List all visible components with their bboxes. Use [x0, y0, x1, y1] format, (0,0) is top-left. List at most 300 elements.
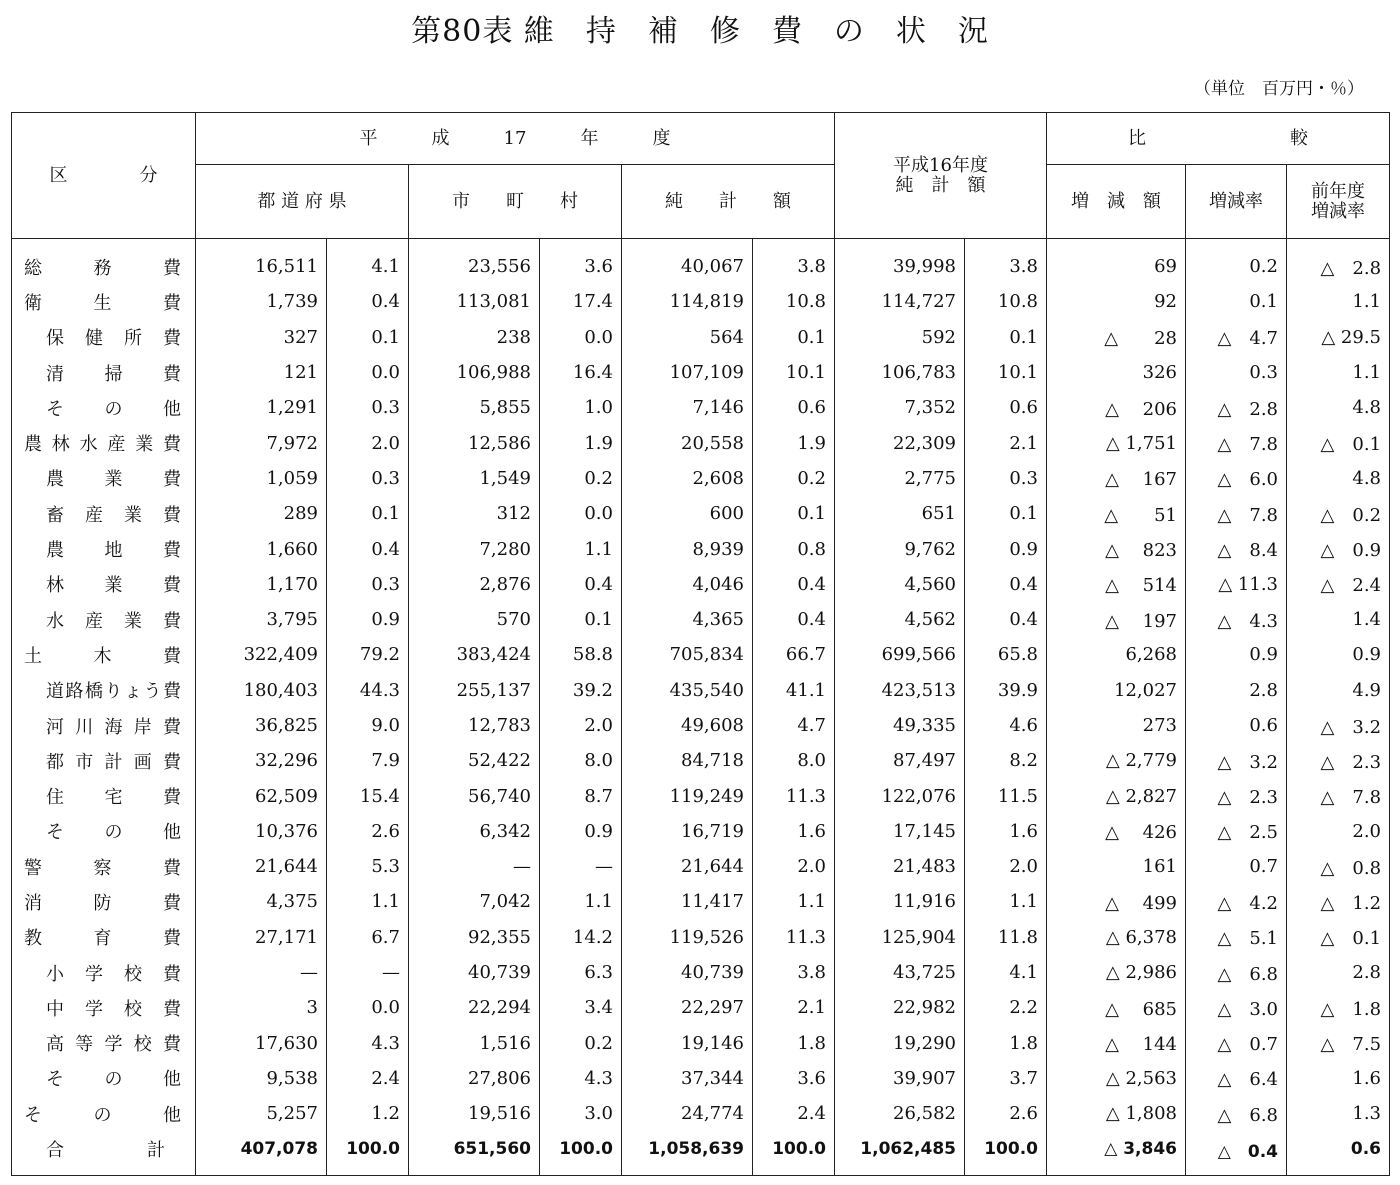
row-label: 水産業費: [12, 602, 196, 637]
cell-muni: 1,516: [409, 1026, 540, 1061]
cell-prev-pct: 0.4: [965, 567, 1047, 602]
cell-pref: 1,059: [196, 461, 327, 496]
table-row: [12, 814, 1390, 849]
row-label: その他: [12, 814, 196, 849]
cell-net: 4,365: [622, 602, 753, 637]
cell-prev-pct: 8.2: [965, 743, 1047, 778]
cell-prev: 21,483: [835, 849, 965, 884]
cell-net: 114,819: [622, 284, 753, 319]
cell-muni: 255,137: [409, 673, 540, 708]
cell-muni-pct: —: [540, 849, 622, 884]
cell-rate: △ 7.8: [1186, 425, 1287, 460]
cell-muni: 27,806: [409, 1061, 540, 1096]
cell-muni: 23,556: [409, 239, 540, 285]
row-label: 林業費: [12, 567, 196, 602]
table-row: [12, 884, 1390, 919]
total-diff: △ 3,846: [1047, 1131, 1186, 1175]
cell-pref: 322,409: [196, 637, 327, 672]
cell-muni-pct: 0.9: [540, 814, 622, 849]
cell-prev-pct: 0.3: [965, 461, 1047, 496]
cell-net-pct: 4.7: [753, 708, 835, 743]
cell-diff: 273: [1047, 708, 1186, 743]
cell-pref-pct: 9.0: [327, 708, 409, 743]
cell-net: 20,558: [622, 425, 753, 460]
cell-diff: △ 1,808: [1047, 1096, 1186, 1131]
cell-pref: 9,538: [196, 1061, 327, 1096]
cell-prev-pct: 2.6: [965, 1096, 1047, 1131]
table-row: [12, 778, 1390, 813]
cell-prev-pct: 0.1: [965, 320, 1047, 355]
cell-prev: 122,076: [835, 778, 965, 813]
cell-prev: 39,907: [835, 1061, 965, 1096]
cell-diff: △ 2,779: [1047, 743, 1186, 778]
cell-net-pct: 1.8: [753, 1026, 835, 1061]
cell-net-pct: 3.8: [753, 955, 835, 990]
cell-pref: 1,660: [196, 531, 327, 566]
cell-prev-rate: △ 2.8: [1287, 239, 1390, 285]
header-change-rate: 増減率: [1186, 165, 1287, 239]
cell-pref: 21,644: [196, 849, 327, 884]
cell-net: 49,608: [622, 708, 753, 743]
cell-prev-rate: 1.6: [1287, 1061, 1390, 1096]
cell-prev: 49,335: [835, 708, 965, 743]
cell-pref: 16,511: [196, 239, 327, 285]
cell-net-pct: 11.3: [753, 920, 835, 955]
row-label: その他: [12, 390, 196, 425]
cell-muni-pct: 58.8: [540, 637, 622, 672]
header-net: 純 計 額: [622, 165, 835, 239]
table-row: [12, 1061, 1390, 1096]
cell-prev-rate: △ 3.2: [1287, 708, 1390, 743]
row-label: 高等学校費: [12, 1026, 196, 1061]
cell-pref-pct: 2.4: [327, 1061, 409, 1096]
cell-prev-rate: 1.1: [1287, 284, 1390, 319]
cell-pref-pct: 1.2: [327, 1096, 409, 1131]
cell-rate: △ 4.2: [1186, 884, 1287, 919]
cell-pref: 10,376: [196, 814, 327, 849]
cell-muni-pct: 16.4: [540, 355, 622, 390]
cell-muni-pct: 6.3: [540, 955, 622, 990]
cell-diff: △ 2,827: [1047, 778, 1186, 813]
cell-net-pct: 0.6: [753, 390, 835, 425]
cell-prev-pct: 10.8: [965, 284, 1047, 319]
cell-prev-pct: 39.9: [965, 673, 1047, 708]
cell-prev-pct: 11.8: [965, 920, 1047, 955]
row-label: 総務費: [12, 239, 196, 285]
table-row: [12, 355, 1390, 390]
cell-diff: △ 28: [1047, 320, 1186, 355]
cell-diff: △ 685: [1047, 990, 1186, 1025]
row-label: 都市計画費: [12, 743, 196, 778]
cell-net: 19,146: [622, 1026, 753, 1061]
cell-muni: 312: [409, 496, 540, 531]
cell-muni: 19,516: [409, 1096, 540, 1131]
cell-prev-pct: 1.1: [965, 884, 1047, 919]
cell-net: 4,046: [622, 567, 753, 602]
cell-muni-pct: 0.4: [540, 567, 622, 602]
cell-rate: △ 0.7: [1186, 1026, 1287, 1061]
cell-rate: 0.1: [1186, 284, 1287, 319]
cell-rate: △ 5.1: [1186, 920, 1287, 955]
cell-pref: 32,296: [196, 743, 327, 778]
cell-diff: △ 499: [1047, 884, 1186, 919]
cell-net-pct: 41.1: [753, 673, 835, 708]
cell-net: 435,540: [622, 673, 753, 708]
cell-diff: 69: [1047, 239, 1186, 285]
cell-pref: 3: [196, 990, 327, 1025]
cell-prev: 651: [835, 496, 965, 531]
cell-pref: 327: [196, 320, 327, 355]
header-change-amount: 増 減 額: [1047, 165, 1186, 239]
cell-prev: 22,982: [835, 990, 965, 1025]
cell-pref: 36,825: [196, 708, 327, 743]
table-row: [12, 284, 1390, 319]
cell-prev-pct: 0.4: [965, 602, 1047, 637]
cell-net-pct: 10.8: [753, 284, 835, 319]
cell-prev-rate: △ 0.2: [1287, 496, 1390, 531]
cell-net: 37,344: [622, 1061, 753, 1096]
cell-prev-pct: 0.9: [965, 531, 1047, 566]
cell-net-pct: 0.4: [753, 602, 835, 637]
cell-muni-pct: 0.2: [540, 1026, 622, 1061]
cell-pref-pct: 44.3: [327, 673, 409, 708]
cell-prev-rate: 4.9: [1287, 673, 1390, 708]
cell-muni-pct: 3.6: [540, 239, 622, 285]
cell-pref: 1,170: [196, 567, 327, 602]
cell-prev-pct: 10.1: [965, 355, 1047, 390]
cell-muni-pct: 0.1: [540, 602, 622, 637]
cell-muni-pct: 0.0: [540, 496, 622, 531]
total-net: 1,058,639: [622, 1131, 753, 1175]
header-fy16: 平成16年度 純 計 額: [835, 113, 1047, 239]
cell-net-pct: 2.4: [753, 1096, 835, 1131]
cell-pref: 17,630: [196, 1026, 327, 1061]
table-row: [12, 637, 1390, 672]
cell-prev: 4,560: [835, 567, 965, 602]
cell-prev: 11,916: [835, 884, 965, 919]
cell-muni: 7,280: [409, 531, 540, 566]
cell-muni: 1,549: [409, 461, 540, 496]
cell-diff: △ 426: [1047, 814, 1186, 849]
cell-net: 600: [622, 496, 753, 531]
cell-prev-pct: 4.6: [965, 708, 1047, 743]
cell-prev-rate: 1.3: [1287, 1096, 1390, 1131]
unit-note: （単位 百万円・％）: [1194, 79, 1364, 99]
cell-pref: 180,403: [196, 673, 327, 708]
cell-muni: 52,422: [409, 743, 540, 778]
cell-prev: 9,762: [835, 531, 965, 566]
cell-prev-pct: 11.5: [965, 778, 1047, 813]
total-prev-pct: 100.0: [965, 1131, 1047, 1175]
cell-prev-pct: 2.0: [965, 849, 1047, 884]
cell-net-pct: 0.8: [753, 531, 835, 566]
cell-net: 22,297: [622, 990, 753, 1025]
cell-muni-pct: 3.4: [540, 990, 622, 1025]
table-row: [12, 425, 1390, 460]
cell-muni: 56,740: [409, 778, 540, 813]
row-label: 住宅費: [12, 778, 196, 813]
cell-net-pct: 8.0: [753, 743, 835, 778]
cell-pref: 27,171: [196, 920, 327, 955]
cell-diff: △ 51: [1047, 496, 1186, 531]
cell-pref: 7,972: [196, 425, 327, 460]
cell-net: 705,834: [622, 637, 753, 672]
cell-diff: △ 2,563: [1047, 1061, 1186, 1096]
total-muni-pct: 100.0: [540, 1131, 622, 1175]
row-label: 畜産業費: [12, 496, 196, 531]
row-label: 農業費: [12, 461, 196, 496]
total-pref: 407,078: [196, 1131, 327, 1175]
cell-muni-pct: 1.1: [540, 531, 622, 566]
cell-muni: 113,081: [409, 284, 540, 319]
cell-pref-pct: 6.7: [327, 920, 409, 955]
cell-prev-rate: 1.1: [1287, 355, 1390, 390]
cell-net: 21,644: [622, 849, 753, 884]
cell-rate: △ 3.2: [1186, 743, 1287, 778]
cell-muni-pct: 2.0: [540, 708, 622, 743]
cell-prev-pct: 65.8: [965, 637, 1047, 672]
cell-diff: △ 197: [1047, 602, 1186, 637]
cell-muni: 2,876: [409, 567, 540, 602]
cell-prev: 17,145: [835, 814, 965, 849]
row-label: 警察費: [12, 849, 196, 884]
cell-diff: △ 167: [1047, 461, 1186, 496]
cell-pref-pct: 0.1: [327, 496, 409, 531]
cell-pref: 5,257: [196, 1096, 327, 1131]
cell-pref-pct: 7.9: [327, 743, 409, 778]
cell-diff: △ 514: [1047, 567, 1186, 602]
cell-prev-rate: 2.0: [1287, 814, 1390, 849]
page-title: 第80表 維 持 補 修 費 の 状 況: [411, 14, 989, 49]
cell-diff: △ 6,378: [1047, 920, 1186, 955]
maintenance-cost-table: [11, 112, 1390, 1176]
table-row: [12, 320, 1390, 355]
cell-net-pct: 0.4: [753, 567, 835, 602]
cell-net: 119,526: [622, 920, 753, 955]
cell-prev-pct: 0.6: [965, 390, 1047, 425]
cell-prev-rate: △ 7.5: [1287, 1026, 1390, 1061]
row-label: 清掃費: [12, 355, 196, 390]
table-row: [12, 239, 1390, 285]
cell-muni: 12,586: [409, 425, 540, 460]
cell-diff: △ 144: [1047, 1026, 1186, 1061]
cell-muni: 92,355: [409, 920, 540, 955]
cell-prev: 423,513: [835, 673, 965, 708]
cell-muni-pct: 8.7: [540, 778, 622, 813]
cell-prev-rate: △ 0.9: [1287, 531, 1390, 566]
total-prev: 1,062,485: [835, 1131, 965, 1175]
total-rate: △ 0.4: [1186, 1131, 1287, 1175]
cell-prev-pct: 1.6: [965, 814, 1047, 849]
cell-muni: 40,739: [409, 955, 540, 990]
cell-rate: △ 7.8: [1186, 496, 1287, 531]
cell-pref-pct: 0.3: [327, 567, 409, 602]
cell-pref-pct: 0.9: [327, 602, 409, 637]
cell-muni: 12,783: [409, 708, 540, 743]
total-muni: 651,560: [409, 1131, 540, 1175]
cell-muni-pct: 39.2: [540, 673, 622, 708]
table-row: [12, 920, 1390, 955]
cell-prev-rate: △ 2.3: [1287, 743, 1390, 778]
cell-pref: 3,795: [196, 602, 327, 637]
cell-prev-pct: 3.8: [965, 239, 1047, 285]
total-pref-pct: 100.0: [327, 1131, 409, 1175]
table-row: [12, 849, 1390, 884]
cell-pref-pct: 5.3: [327, 849, 409, 884]
row-label: 小学校費: [12, 955, 196, 990]
cell-prev: 19,290: [835, 1026, 965, 1061]
cell-muni: 238: [409, 320, 540, 355]
cell-pref-pct: 4.1: [327, 239, 409, 285]
cell-pref: 1,291: [196, 390, 327, 425]
cell-rate: 0.6: [1186, 708, 1287, 743]
cell-prev: 7,352: [835, 390, 965, 425]
cell-rate: 2.8: [1186, 673, 1287, 708]
cell-prev-pct: 4.1: [965, 955, 1047, 990]
cell-rate: 0.7: [1186, 849, 1287, 884]
header-fy17: 平 成 17 年 度: [196, 113, 835, 165]
cell-net: 2,608: [622, 461, 753, 496]
cell-diff: △ 1,751: [1047, 425, 1186, 460]
cell-prev-rate: 2.8: [1287, 955, 1390, 990]
cell-rate: △ 6.8: [1186, 955, 1287, 990]
row-label: 教育費: [12, 920, 196, 955]
cell-muni: 383,424: [409, 637, 540, 672]
cell-pref-pct: 0.4: [327, 284, 409, 319]
total-label: 合計: [12, 1131, 196, 1175]
cell-net-pct: 1.6: [753, 814, 835, 849]
cell-prev-rate: △ 0.8: [1287, 849, 1390, 884]
cell-rate: △ 6.4: [1186, 1061, 1287, 1096]
header-prefecture: 都 道 府 県: [196, 165, 409, 239]
cell-prev-pct: 2.1: [965, 425, 1047, 460]
cell-net: 7,146: [622, 390, 753, 425]
cell-prev-pct: 1.8: [965, 1026, 1047, 1061]
table-row: [12, 567, 1390, 602]
table-row: [12, 955, 1390, 990]
row-label: 農地費: [12, 531, 196, 566]
cell-prev: 699,566: [835, 637, 965, 672]
cell-diff: △ 823: [1047, 531, 1186, 566]
row-label: 土木費: [12, 637, 196, 672]
cell-diff: 92: [1047, 284, 1186, 319]
cell-rate: △ 6.0: [1186, 461, 1287, 496]
cell-muni-pct: 4.3: [540, 1061, 622, 1096]
row-label: その他: [12, 1061, 196, 1096]
cell-diff: △ 2,986: [1047, 955, 1186, 990]
cell-net: 84,718: [622, 743, 753, 778]
cell-net-pct: 0.2: [753, 461, 835, 496]
cell-prev-rate: △ 1.8: [1287, 990, 1390, 1025]
cell-net: 564: [622, 320, 753, 355]
cell-prev-rate: 4.8: [1287, 390, 1390, 425]
cell-muni-pct: 1.9: [540, 425, 622, 460]
cell-prev-rate: 1.4: [1287, 602, 1390, 637]
cell-rate: △ 11.3: [1186, 567, 1287, 602]
cell-muni: 5,855: [409, 390, 540, 425]
cell-diff: 6,268: [1047, 637, 1186, 672]
cell-diff: 12,027: [1047, 673, 1186, 708]
cell-diff: △ 206: [1047, 390, 1186, 425]
cell-rate: △ 3.0: [1186, 990, 1287, 1025]
cell-muni-pct: 8.0: [540, 743, 622, 778]
cell-net-pct: 0.1: [753, 496, 835, 531]
cell-pref: 4,375: [196, 884, 327, 919]
cell-pref-pct: 0.3: [327, 390, 409, 425]
row-label: 衛生費: [12, 284, 196, 319]
cell-rate: △ 2.5: [1186, 814, 1287, 849]
cell-pref: 1,739: [196, 284, 327, 319]
cell-net-pct: 2.1: [753, 990, 835, 1025]
cell-prev-rate: △ 2.4: [1287, 567, 1390, 602]
cell-diff: 326: [1047, 355, 1186, 390]
cell-prev: 22,309: [835, 425, 965, 460]
row-label: 保健所費: [12, 320, 196, 355]
cell-muni: 106,988: [409, 355, 540, 390]
cell-pref-pct: 0.0: [327, 990, 409, 1025]
cell-pref-pct: 0.1: [327, 320, 409, 355]
table-row: [12, 990, 1390, 1025]
cell-pref-pct: 2.0: [327, 425, 409, 460]
cell-pref-pct: 1.1: [327, 884, 409, 919]
total-net-pct: 100.0: [753, 1131, 835, 1175]
cell-net-pct: 11.3: [753, 778, 835, 813]
cell-prev: 4,562: [835, 602, 965, 637]
header-prev-change-rate: 前年度 増減率: [1287, 165, 1390, 239]
total-row: [12, 1131, 1390, 1175]
cell-net: 119,249: [622, 778, 753, 813]
cell-prev: 26,582: [835, 1096, 965, 1131]
cell-pref-pct: 15.4: [327, 778, 409, 813]
table-row: [12, 496, 1390, 531]
cell-muni-pct: 1.1: [540, 884, 622, 919]
cell-net: 8,939: [622, 531, 753, 566]
row-label: 河川海岸費: [12, 708, 196, 743]
cell-prev-pct: 2.2: [965, 990, 1047, 1025]
row-label: 消防費: [12, 884, 196, 919]
cell-prev-rate: △ 29.5: [1287, 320, 1390, 355]
cell-prev-rate: △ 1.2: [1287, 884, 1390, 919]
cell-net-pct: 0.1: [753, 320, 835, 355]
cell-muni: 7,042: [409, 884, 540, 919]
cell-rate: △ 6.8: [1186, 1096, 1287, 1131]
header-municipality: 市 町 村: [409, 165, 622, 239]
table-row: [12, 1026, 1390, 1061]
cell-prev-rate: △ 0.1: [1287, 425, 1390, 460]
cell-rate: △ 4.3: [1186, 602, 1287, 637]
cell-prev: 592: [835, 320, 965, 355]
cell-net-pct: 3.8: [753, 239, 835, 285]
cell-pref: 62,509: [196, 778, 327, 813]
table-row: [12, 1096, 1390, 1131]
cell-pref-pct: 2.6: [327, 814, 409, 849]
cell-muni-pct: 0.2: [540, 461, 622, 496]
row-label: その他: [12, 1096, 196, 1131]
table-row: [12, 602, 1390, 637]
cell-net-pct: 66.7: [753, 637, 835, 672]
cell-net-pct: 3.6: [753, 1061, 835, 1096]
cell-pref: 121: [196, 355, 327, 390]
cell-net-pct: 1.1: [753, 884, 835, 919]
cell-muni: 6,342: [409, 814, 540, 849]
cell-rate: △ 2.8: [1186, 390, 1287, 425]
cell-net: 40,739: [622, 955, 753, 990]
header-category: 区 分: [12, 113, 196, 239]
cell-muni-pct: 3.0: [540, 1096, 622, 1131]
cell-prev-rate: 4.8: [1287, 461, 1390, 496]
table-row: [12, 673, 1390, 708]
cell-prev: 43,725: [835, 955, 965, 990]
